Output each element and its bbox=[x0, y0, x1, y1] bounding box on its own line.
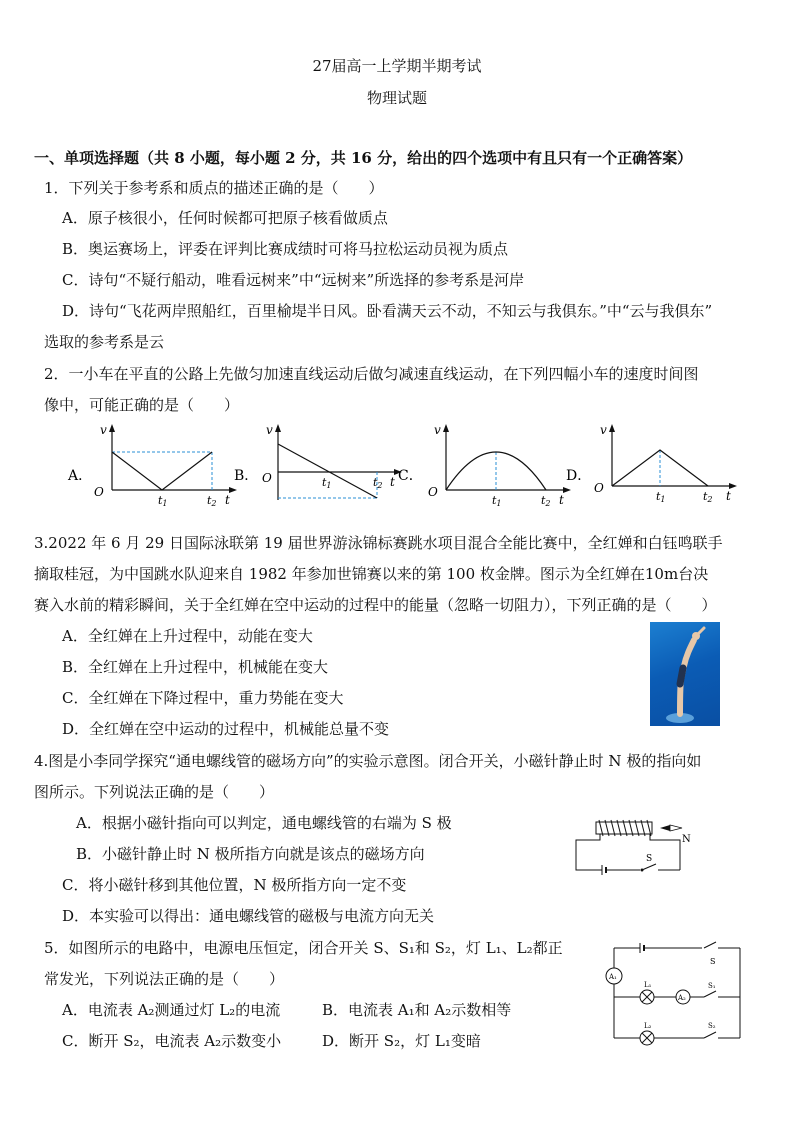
graph-b-label: B． bbox=[234, 468, 259, 484]
graph-d-label: D． bbox=[566, 468, 592, 484]
graph-b-v: v bbox=[266, 423, 273, 437]
svg-text:t2: t2 bbox=[541, 494, 551, 508]
q3-stem: 3.2022 年 6 月 29 日国际泳联第 19 届世界游泳锦标赛跳水项目混合全能比赛中，全红婵和白钰鸣联手 bbox=[34, 534, 723, 552]
compass-needle bbox=[660, 825, 670, 831]
q4-option-c: C．将小磁针移到其他位置，N 极所指方向一定不变 bbox=[62, 876, 407, 894]
graph-d-v: v bbox=[600, 423, 607, 437]
svg-text:L₁: L₁ bbox=[644, 981, 652, 989]
q4-option-d: D．本实验可以得出：通电螺线管的磁极与电流方向无关 bbox=[62, 907, 435, 925]
graph-c-o: O bbox=[428, 485, 438, 499]
graph-b bbox=[232, 420, 412, 510]
q5-option-b: B．电流表 A₁和 A₂示数相等 bbox=[322, 1001, 512, 1019]
q3-stem-cont1: 摘取桂冠，为中国跳水队迎来自 1982 年参加世锦赛以来的第 100 枚金牌。图示为全红婵在10m台决 bbox=[34, 565, 709, 583]
graph-c bbox=[396, 420, 576, 510]
section-heading: 一、单项选择题（共 8 小题，每小题 2 分，共 16 分，给出的四个选项中有且只有一个正确答案） bbox=[34, 149, 693, 167]
graph-a-o: O bbox=[94, 485, 104, 499]
switch-s1-label: S₁ bbox=[708, 982, 716, 990]
svg-text:A₁: A₁ bbox=[609, 973, 617, 981]
svg-text:t1: t1 bbox=[492, 494, 502, 508]
q4-option-b: B．小磁针静止时 N 极所指方向就是该点的磁场方向 bbox=[76, 845, 425, 863]
graph-c-v: v bbox=[434, 423, 441, 437]
compass-n-label: N bbox=[682, 834, 691, 845]
q1-option-d: D．诗句“飞花两岸照船红，百里榆堤半日风。卧看满天云不动，不知云与我俱东。”中“云与我俱东” bbox=[62, 302, 713, 320]
q2-stem: 2．一小车在平直的公路上先做匀加速直线运动后做匀减速直线运动，在下列四幅小车的速度时间图 bbox=[44, 365, 699, 383]
q3-option-d: D．全红婵在空中运动的过程中，机械能总量不变 bbox=[62, 720, 390, 738]
solenoid-circuit bbox=[570, 816, 710, 888]
svg-text:t1: t1 bbox=[656, 490, 666, 504]
graph-a-label: A． bbox=[68, 468, 93, 484]
q5-option-d: D．断开 S₂，灯 L₁变暗 bbox=[322, 1032, 481, 1050]
switch-s-label: S bbox=[710, 957, 716, 966]
exam-title: 27届高一上学期半期考试 bbox=[312, 57, 482, 75]
parallel-circuit bbox=[600, 940, 750, 1048]
q2-stem-cont: 像中，可能正确的是（ ） bbox=[44, 396, 240, 414]
q1-option-c: C．诗句“不疑行船动，唯看远树来”中“远树来”所选择的参考系是河岸 bbox=[62, 271, 525, 289]
graph-d-o: O bbox=[594, 481, 604, 495]
exam-subtitle: 物理试题 bbox=[366, 89, 427, 107]
graph-d bbox=[562, 420, 752, 510]
diver-figure bbox=[650, 622, 720, 726]
q4-option-a: A．根据小磁针指向可以判定，通电螺线管的右端为 S 极 bbox=[76, 814, 452, 832]
graph-c-t: t bbox=[559, 493, 564, 507]
svg-text:t2: t2 bbox=[703, 490, 713, 504]
q3-option-a: A．全红婵在上升过程中，动能在变大 bbox=[62, 627, 313, 645]
q5-stem: 5．如图所示的电路中，电源电压恒定，闭合开关 S、S₁和 S₂，灯 L₁、L₂都正 bbox=[44, 939, 563, 957]
switch-s2-label: S₂ bbox=[708, 1022, 716, 1030]
q1-option-d-cont: 选取的参考系是云 bbox=[44, 333, 165, 351]
q1-option-b: B．奥运赛场上，评委在评判比赛成绩时可将马拉松运动员视为质点 bbox=[62, 240, 509, 258]
graph-a-t: t bbox=[225, 493, 230, 507]
svg-text:t1: t1 bbox=[322, 476, 332, 490]
graph-a-v: v bbox=[100, 423, 107, 437]
q5-option-a: A．电流表 A₂测通过灯 L₂的电流 bbox=[62, 1001, 281, 1019]
svg-text:A₂: A₂ bbox=[678, 994, 686, 1002]
svg-text:L₂: L₂ bbox=[644, 1022, 652, 1030]
q1-option-a: A．原子核很小，任何时候都可把原子核看做质点 bbox=[62, 209, 388, 227]
switch-s-label: S bbox=[646, 854, 653, 864]
svg-text:t1: t1 bbox=[158, 494, 168, 508]
svg-text:t2: t2 bbox=[207, 494, 217, 508]
graph-a bbox=[62, 420, 242, 510]
q3-option-b: B．全红婵在上升过程中，机械能在变大 bbox=[62, 658, 329, 676]
q3-option-c: C．全红婵在下降过程中，重力势能在变大 bbox=[62, 689, 344, 707]
q5-option-c: C．断开 S₂，电流表 A₂示数变小 bbox=[62, 1032, 282, 1050]
q5-stem-cont: 常发光，下列说法正确的是（ ） bbox=[44, 970, 285, 988]
graph-b-t: t bbox=[390, 475, 395, 489]
diver-photo bbox=[650, 622, 720, 726]
graph-b-o: O bbox=[262, 471, 272, 485]
q4-stem: 4.图是小李同学探究“通电螺线管的磁场方向”的实验示意图。闭合开关，小磁针静止时 N 极的指向如 bbox=[34, 752, 702, 770]
q1-stem: 1．下列关于参考系和质点的描述正确的是（ ） bbox=[44, 179, 384, 197]
q3-stem-cont2: 赛入水前的精彩瞬间，关于全红婵在空中运动的过程中的能量（忽略一切阻力），下列正确的是（ ） bbox=[34, 596, 717, 614]
svg-text:t2: t2 bbox=[373, 476, 383, 490]
graph-d-t: t bbox=[726, 489, 731, 503]
graph-c-label: C． bbox=[398, 468, 423, 484]
q4-stem-cont: 图所示。下列说法正确的是（ ） bbox=[34, 783, 275, 801]
